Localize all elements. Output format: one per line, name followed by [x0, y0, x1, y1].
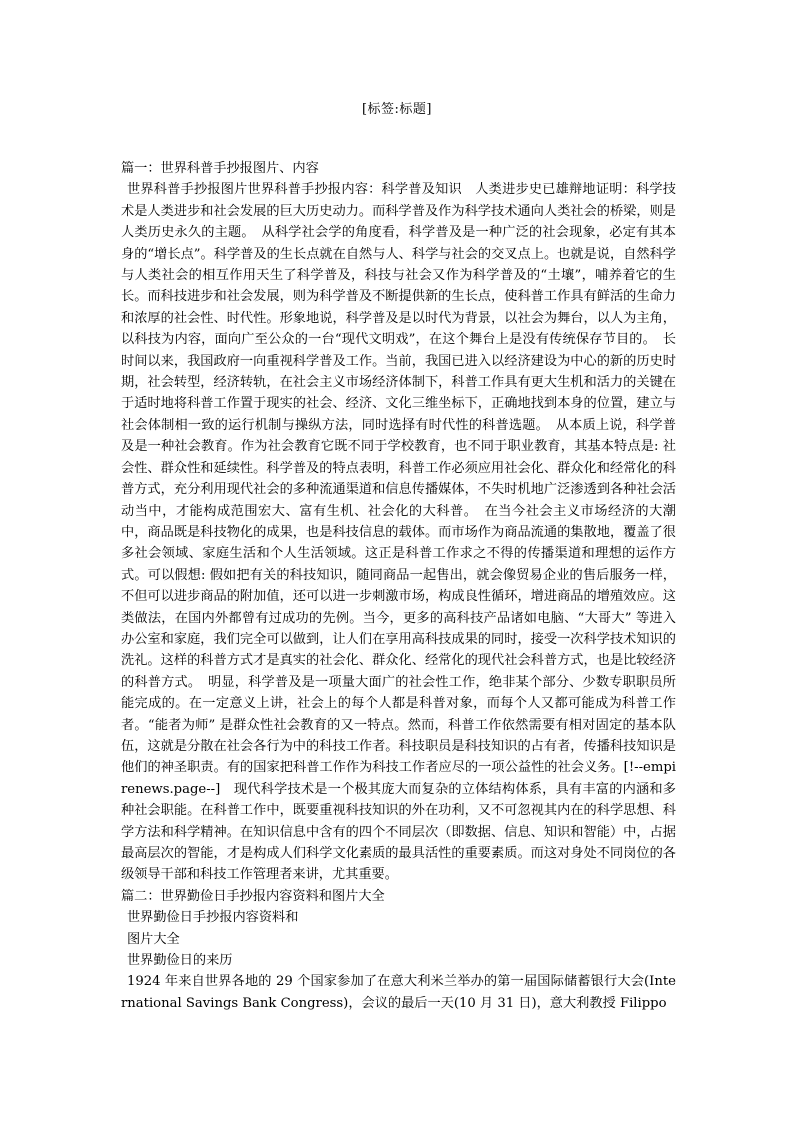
section2-line1: 世界勤俭日手抄报内容资料和: [127, 910, 299, 926]
section2-line2: 图片大全: [127, 931, 180, 947]
section1-body: 世界科普手抄报图片世界科普手抄报内容：科学普及知识 人类进步史已雄辩地证明：科学技术是人类进步和社会发展的巨大历史动力。而科学普及作为科学技术通向人类社会的桥梁，则是人类历史永久的主题。 从科学社会学的角度看，科学普及是一种广泛的社会现象，必定有其本身的“增长点”。科学普及的生长点就在自然与人、科学与社会的交叉点上。也就是说，自然科学与人类社会的相互作用天生了科学普及，科技与社会又作为科学普及的“土壤”，哺养着它的生长。而科技进步和社会发展，则为科学普及不断提供新的生长点，使科普工作具有鲜活的生命力和浓厚的社会性、时代性。形象地说，科学普及是以时代为背景，以社会为舞台，以人为主角，以科技为内容，面向广至公众的一台“现代文明戏”，在这个舞台上是没有传统保存节目的。 长时间以来，我国政府一向重视科学普及工作。当前，我国已进入以经济建设为中心的新的历史时期，社会转型，经济转轨，在社会主义市场经济体制下，科普工作具有更大生机和活力的关键在于适时地将科普工作置于现实的社会、经济、文化三维坐标下，正确地找到本身的位置，建立与社会体制相一致的运行机制与操纵方法，同时选择有时代性的科普选题。 从本质上说，科学普及是一种社会教育。作为社会教育它既不同于学校教育，也不同于职业教育，其基本特点是: 社会性、群众性和延续性。科学普及的特点表明，科普工作必须应用社会化、群众化和经常化的科普方式，充分利用现代社会的多种流通渠道和信息传播媒体，不失时机地广泛渗透到各种社会活动当中，才能构成范围宏大、富有生机、社会化的大科普。 在当今社会主义市场经济的大潮中，商品既是科技物化的成果，也是科技信息的载体。而市场作为商品流通的集散地，覆盖了很多社会领域、家庭生活和个人生活领域。这正是科普工作求之不得的传播渠道和理想的运作方式。可以假想: 假如把有关的科技知识，随同商品一起售出，就会像贸易企业的售后服务一样，不但可以进步商品的附加值，还可以进一步刺激市场，构成良性循环，增进商品的增殖效应。这类做法，在国内外都曾有过成功的先例。当今，更多的高科技产品诸如电脑、“大哥大” 等进入办公室和家庭，我们完全可以做到，让人们在享用高科技成果的同时，接受一次科学技术知识的洗礼。这样的科普方式才是真实的社会化、群众化、经常化的现代社会科普方式，也是比较经济的科普方式。 明显，科学普及是一项量大面广的社会性工作，绝非某个部分、少数专职职员所能完成的。在一定意义上讲，社会上的每个人都是科普对象，而每个人又都可能成为科普工作者。“能者为师” 是群众性社会教育的又一特点。然而，科普工作依然需要有相对固定的基本队伍，这就是分散在社会各行为中的科技工作者。科技职员是科技知识的占有者，传播科技知识是他们的神圣职责。有的国家把科普工作作为科技工作者应尽的一项公益性的社会义务。[!--empirenews.page--] 现代科学技术是一个极其庞大而复杂的立体结构体系，具有丰富的内涵和多种社会职能。在科普工作中，既要重视科技知识的外在功利，又不可忽视其内在的科学思想、科学方法和科学精神。在知识信息中含有的四个不同层次（即数据、信息、知识和智能）中，占据最高层次的智能，才是构成人们科学文化素质的最具活性的重要素质。而这对身处不同岗位的各级领导干部和科技工作管理者来讲，尤其重要。: [121, 182, 676, 883]
section2-body: 1924 年来自世界各地的 29 个国家参加了在意大利米兰举办的第一届国际储蓄银行大会(International Savings Bank Congress)，会议的最后一天(10 月 31 日)，意大利教授 Filippo: [121, 974, 676, 1011]
document-body: [121, 158, 676, 1014]
section2-heading: 篇二：世界勤俭日手抄报内容资料和图片大全: [121, 888, 385, 904]
section1-heading: 篇一：世界科普手抄报图片、内容: [121, 161, 319, 176]
section2-line3: 世界勤俭日的来历: [127, 953, 233, 969]
tag-title: [标签:标题]: [361, 102, 433, 117]
